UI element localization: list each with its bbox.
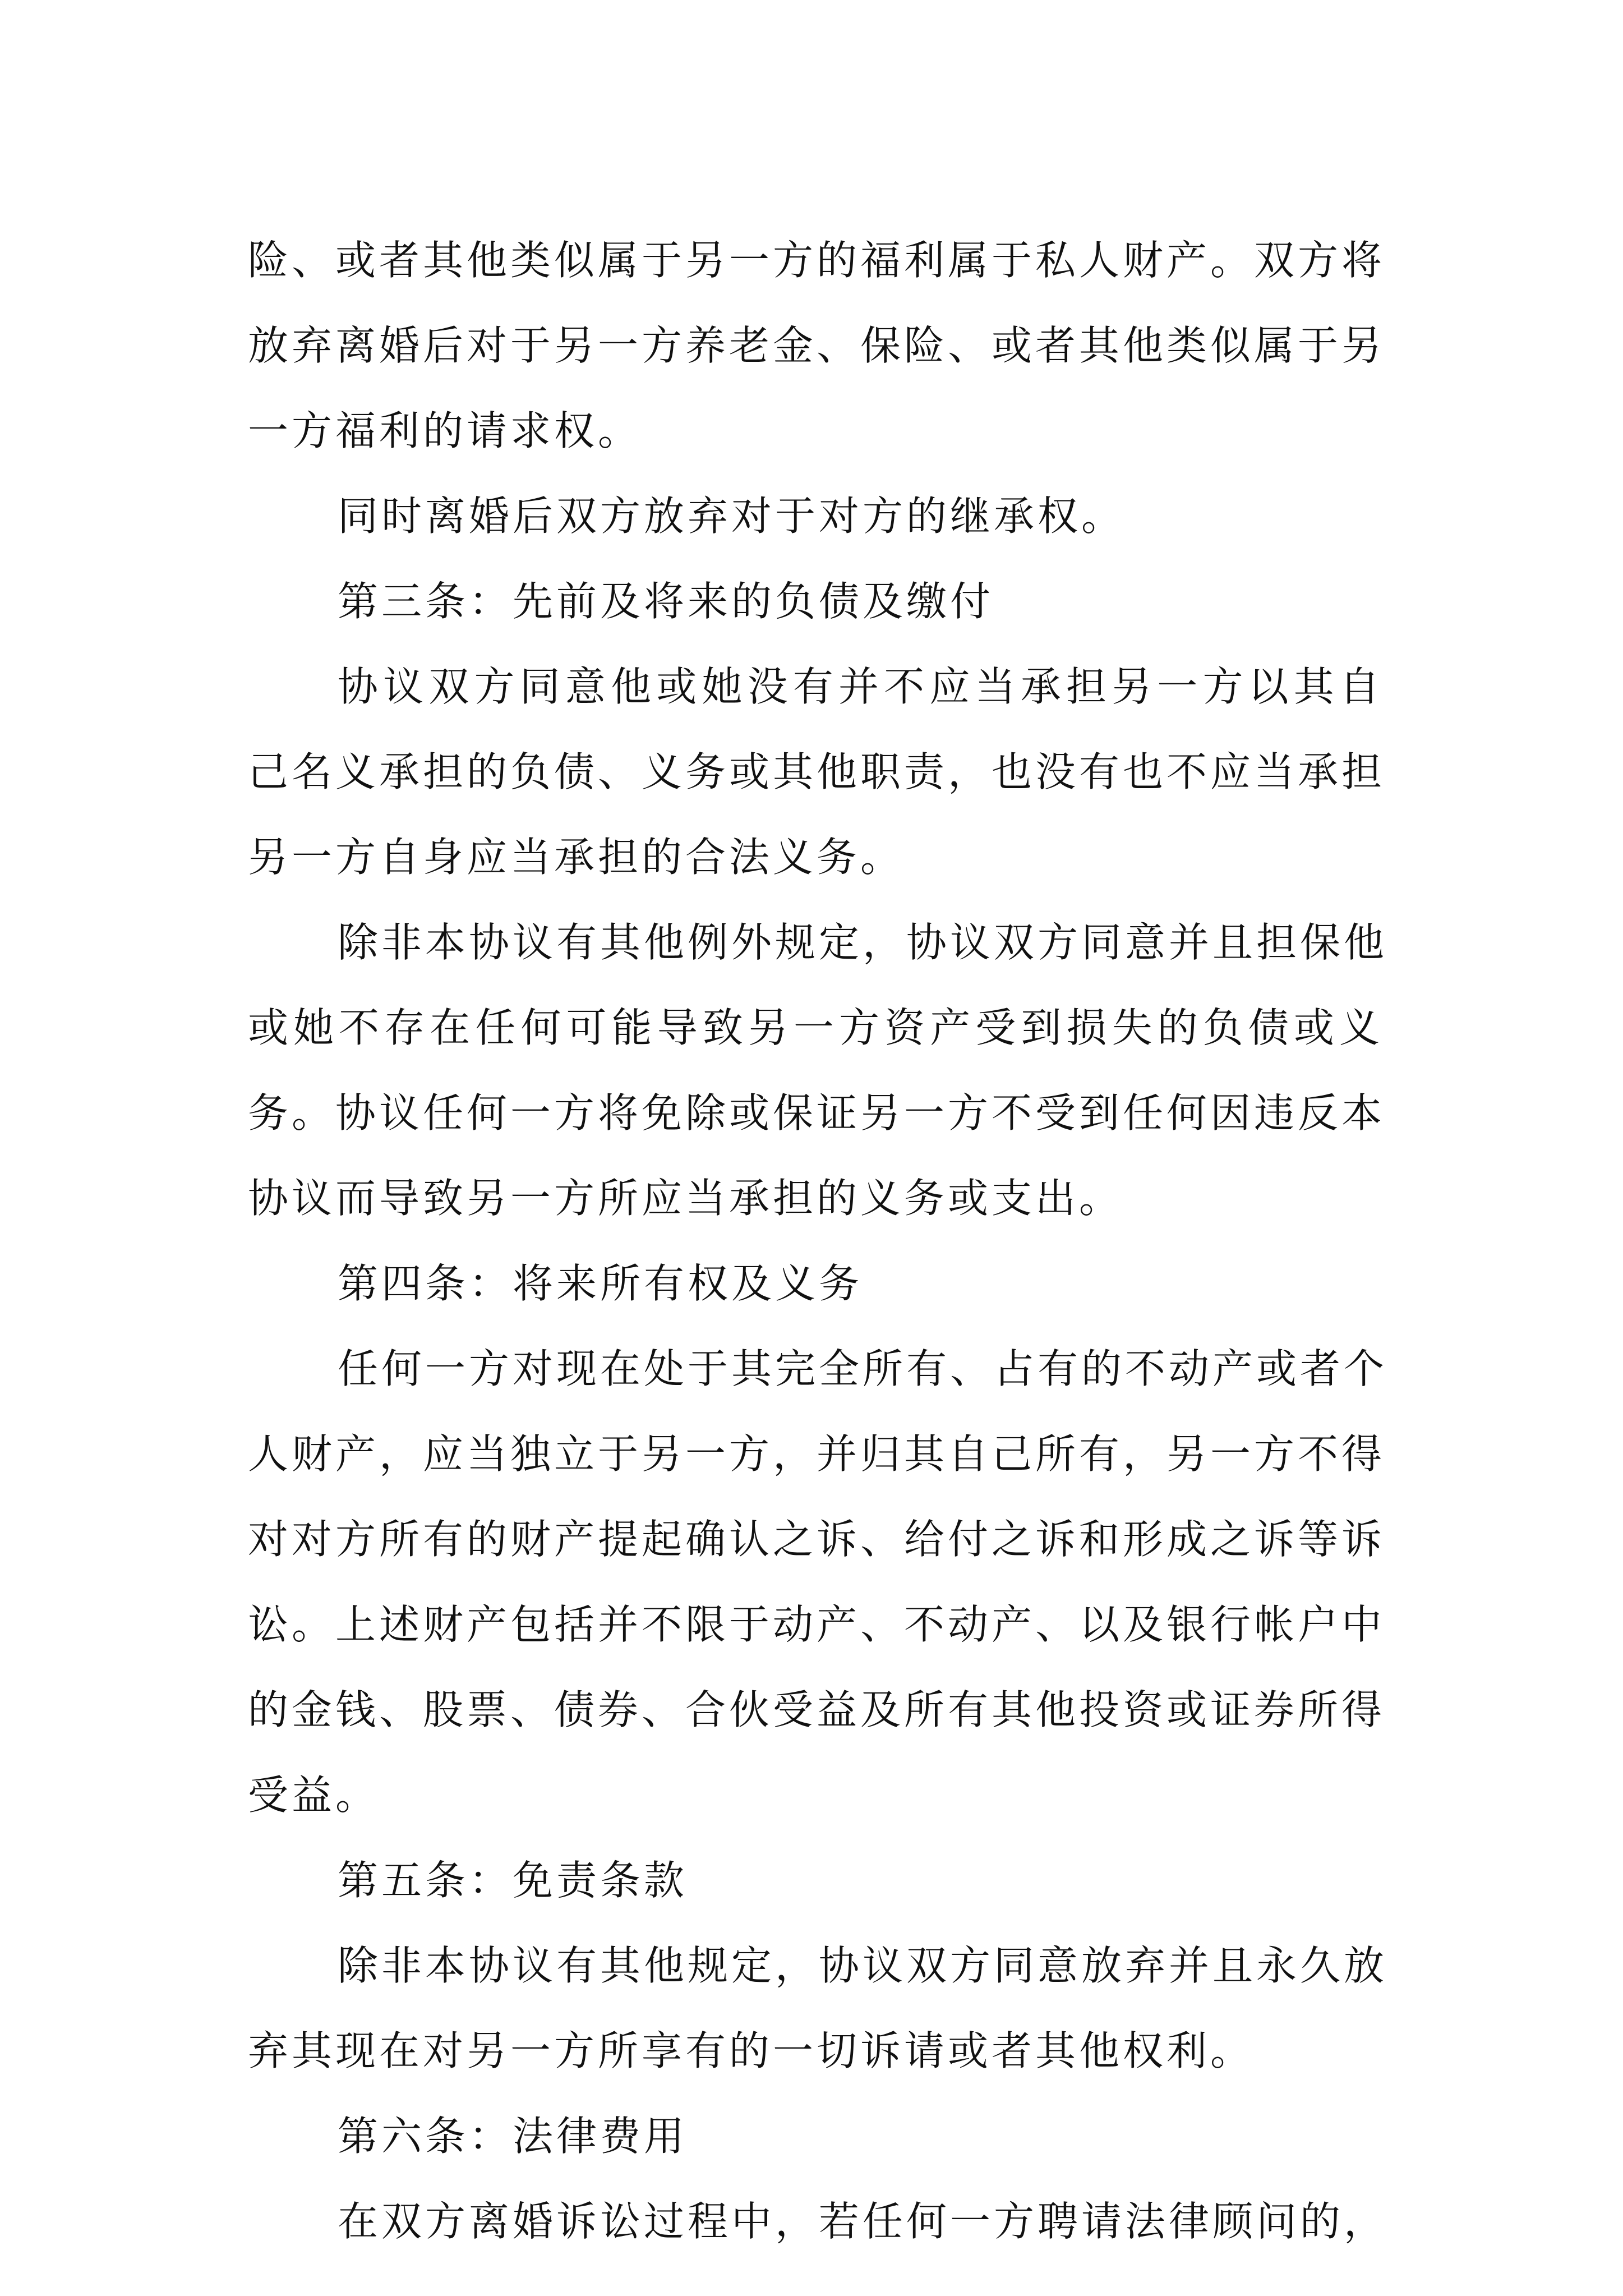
paragraph-text: 任何一方对现在处于其完全所有、占有的不动产或者个 bbox=[338, 1345, 1388, 1392]
document-page bbox=[248, 218, 1388, 2264]
text-line: 协议而导致另一方所应当承担的义务或支出。 bbox=[248, 1175, 1123, 1222]
text-line: 务。协议任何一方将免除或保证另一方不受到任何因违反本 bbox=[248, 1089, 1386, 1137]
text-line: 另一方自身应当承担的合法义务。 bbox=[248, 834, 905, 881]
text-line: 人财产，应当独立于另一方，并归其自己所有，另一方不得 bbox=[248, 1430, 1386, 1478]
text-line: 受益。 bbox=[248, 1772, 380, 1819]
text-line: 己名义承担的负债、义务或其他职责，也没有也不应当承担 bbox=[248, 748, 1386, 795]
text-line: 的金钱、股票、债券、合伙受益及所有其他投资或证券所得 bbox=[248, 1686, 1386, 1733]
article-heading: 第三条：先前及将来的负债及缴付 bbox=[338, 578, 994, 625]
paragraph-text: 在双方离婚诉讼过程中，若任何一方聘请法律顾问的， bbox=[338, 2198, 1388, 2245]
paragraph-text: 协议双方同意他或她没有并不应当承担另一方以其自 bbox=[338, 663, 1383, 710]
text-line: 弃其现在对另一方所享有的一切诉请或者其他权利。 bbox=[248, 2027, 1255, 2074]
paragraph-text: 除非本协议有其他规定，协议双方同意放弃并且永久放 bbox=[338, 1942, 1388, 1989]
text-line: 放弃离婚后对于另一方养老金、保险、或者其他类似属于另 bbox=[248, 322, 1386, 369]
text-line: 险、或者其他类似属于另一方的福利属于私人财产。双方将 bbox=[248, 237, 1386, 284]
article-heading: 第五条：免责条款 bbox=[338, 1857, 688, 1904]
paragraph-text: 同时离婚后双方放弃对于对方的继承权。 bbox=[338, 493, 1126, 540]
article-heading: 第四条：将来所有权及义务 bbox=[338, 1260, 863, 1307]
text-line: 或她不存在任何可能导致另一方资产受到损失的负债或义 bbox=[248, 1004, 1383, 1051]
text-line: 对对方所有的财产提起确认之诉、给付之诉和形成之诉等诉 bbox=[248, 1516, 1386, 1563]
text-line: 一方福利的请求权。 bbox=[248, 407, 642, 454]
text-line: 讼。上述财产包括并不限于动产、不动产、以及银行帐户中 bbox=[248, 1601, 1386, 1648]
article-heading: 第六条：法律费用 bbox=[338, 2113, 688, 2160]
paragraph-text: 除非本协议有其他例外规定，协议双方同意并且担保他 bbox=[338, 919, 1388, 966]
